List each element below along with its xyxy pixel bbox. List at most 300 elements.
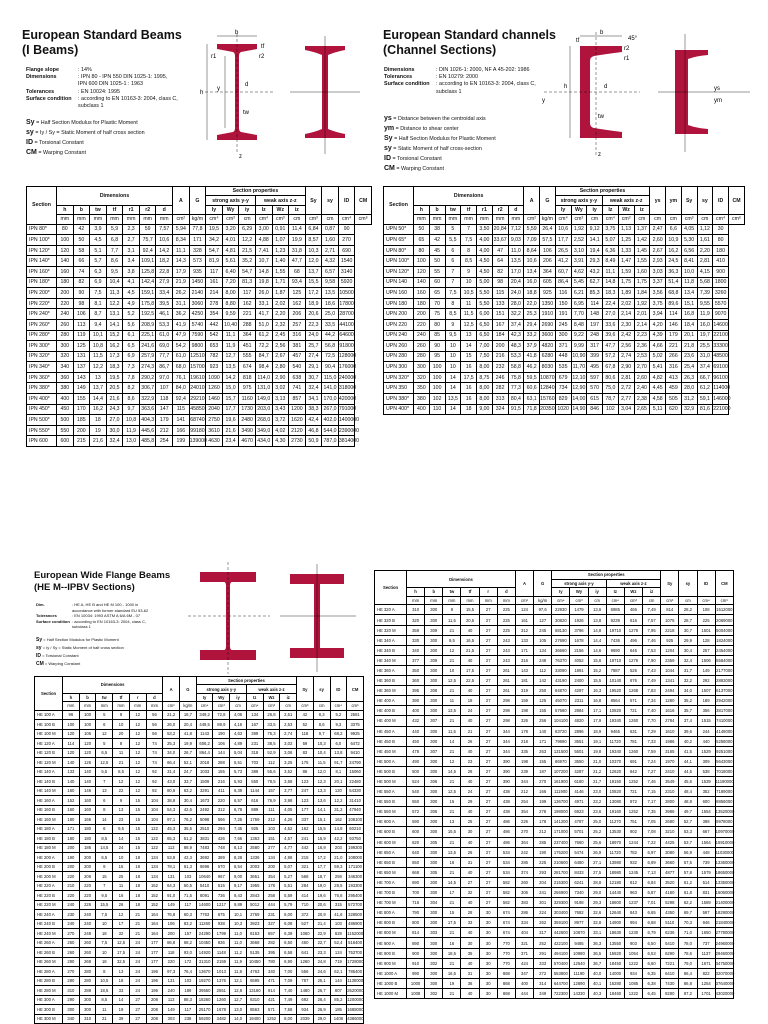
table-cell: 27,5 <box>588 867 606 877</box>
table-row <box>375 867 734 877</box>
table-cell: 27 <box>129 1014 146 1024</box>
table-cell: 100 <box>429 383 445 394</box>
table-cell: 32,6 <box>588 908 606 918</box>
table-cell: 16 <box>461 362 477 373</box>
table-cell: 31,0 <box>697 351 713 362</box>
table-cell: 2520000 <box>347 986 364 996</box>
table-cell: 303 <box>163 1014 180 1024</box>
table-cell: 371 <box>555 341 571 352</box>
table-cell: 4350 <box>661 908 679 918</box>
ibeam-section-diagram <box>195 28 365 163</box>
unit-header: cm <box>289 215 306 224</box>
table-cell: 35,7 <box>679 706 697 716</box>
table-cell: 62,2 <box>679 898 697 908</box>
table-cell: 225 <box>697 615 715 625</box>
table-cell: 2,80 <box>272 362 289 373</box>
table-cell: 4,32 <box>322 256 339 267</box>
table-cell: 371 <box>515 948 533 958</box>
table-cell: 220 <box>163 957 180 967</box>
table-cell: 294 <box>213 824 230 834</box>
table-cell: 29,1 <box>305 362 322 373</box>
table-cell: 27 <box>479 655 497 665</box>
table-cell: 7887 <box>606 665 624 675</box>
unit-header: mm <box>129 702 146 710</box>
table-cell: 1480 <box>297 986 314 996</box>
table-cell: 8977 <box>570 918 588 928</box>
table-cell: 3551 <box>570 736 588 746</box>
table-cell: 21400000 <box>715 898 733 908</box>
table-cell: 2494 <box>661 686 679 696</box>
table-cell: 21 <box>443 958 461 968</box>
table-row <box>375 827 734 837</box>
table-row <box>35 815 364 825</box>
table-cell: 179 <box>666 330 682 341</box>
table-cell: 21,6 <box>90 436 107 447</box>
table-cell: 27 <box>479 615 497 625</box>
table-cell: 66 <box>73 256 90 267</box>
table-cell: 3651 <box>246 872 263 882</box>
table-cell: 18,4 <box>681 319 697 330</box>
table-cell: 6,90 <box>280 957 297 967</box>
table-cell: 12,5 <box>113 938 130 948</box>
table-cell: 398 <box>697 817 715 827</box>
table-cell: 692 <box>297 995 314 1005</box>
table-cell: 1204 <box>661 645 679 655</box>
section-name-cell: HE 240 B <box>35 919 63 929</box>
table-cell: 13,5 <box>322 288 339 299</box>
table-cell: 33,7 <box>180 777 197 787</box>
table-row <box>384 288 745 299</box>
table-cell: 166 <box>79 815 96 825</box>
table-cell: 62,1 <box>330 967 347 977</box>
column-header: G <box>540 187 556 215</box>
table-cell: 270 <box>534 776 552 786</box>
table-cell: 68130 <box>552 625 570 635</box>
table-cell: 16,8 <box>681 309 697 320</box>
table-cell: 6410 <box>661 968 679 978</box>
table-cell: 24,0 <box>508 288 524 299</box>
table-cell: 300 <box>425 948 443 958</box>
dim-label: ys <box>714 86 720 92</box>
table-cell: 22,8 <box>156 266 173 277</box>
legend-text: = Half Section Modulus for Plastic Moment <box>43 637 119 642</box>
table-cell: 18800 <box>606 898 624 908</box>
table-cell: 4,98 <box>280 853 297 863</box>
table-cell: 11260 <box>196 919 213 929</box>
column-header: Iy <box>196 693 213 701</box>
table-cell: 254 <box>156 436 173 447</box>
table-cell: 46,8 <box>305 425 322 436</box>
table-cell: 572 <box>407 807 425 817</box>
table-cell: 15,7 <box>222 394 239 405</box>
section-name-cell: HE 400 A <box>375 696 407 706</box>
legend-symbol: CM <box>36 661 44 667</box>
table-cell: 334 <box>515 918 533 928</box>
table-cell: 240 <box>163 986 180 996</box>
table-cell: 4146 <box>570 787 588 797</box>
table-cell: 14,8 <box>603 277 619 288</box>
table-cell: 24290 <box>196 929 213 939</box>
table-cell: 15700 <box>189 362 206 373</box>
table-cell: 42 <box>429 235 445 246</box>
table-cell: 14900 <box>606 918 624 928</box>
table-row <box>375 706 734 716</box>
table-cell: 113 <box>73 319 90 330</box>
table-cell: 212 <box>156 425 173 436</box>
table-cell: 199300 <box>347 843 364 853</box>
table-cell: 3260 <box>713 288 729 299</box>
table-cell: 314 <box>534 978 552 988</box>
ibeam-meta-key: Dimensions <box>26 74 57 81</box>
table-cell: 9,00 <box>477 404 493 415</box>
table-cell: 12 <box>129 767 146 777</box>
table-cell: 12540 <box>570 958 588 968</box>
table-cell: 3165 <box>661 746 679 756</box>
table-cell: 24 <box>129 986 146 996</box>
table-cell: 364 <box>515 837 533 847</box>
table-cell: 17,5 <box>443 918 461 928</box>
table-cell: 164 <box>146 910 163 920</box>
table-cell: 6,08 <box>280 919 297 929</box>
column-header: d <box>156 205 173 214</box>
table-cell: 89,6 <box>666 298 682 309</box>
table-cell: 180 <box>63 834 80 844</box>
table-cell: 515 <box>213 881 230 891</box>
section-name-cell: HE 600 A <box>375 817 407 827</box>
table-cell: 27780000 <box>715 928 733 938</box>
table-cell: 6,3 <box>90 266 107 277</box>
section-name-cell: HE 120 B <box>35 748 63 758</box>
table-cell: 1910 <box>540 309 556 320</box>
table-cell: 9465 <box>606 726 624 736</box>
table-cell: 4,02 <box>272 425 289 436</box>
table-row <box>384 266 745 277</box>
table-cell: 32,4 <box>106 436 123 447</box>
table-cell: 21 <box>443 837 461 847</box>
table-cell: 30 <box>479 978 497 988</box>
table-cell: 2,20 <box>697 245 713 256</box>
table-cell: 64,3 <box>163 881 180 891</box>
table-cell: 175200 <box>552 847 570 857</box>
table-cell: 2177000 <box>715 665 733 675</box>
table-cell: 8,5 <box>96 834 113 844</box>
table-cell: 13,8 <box>330 748 347 758</box>
table-cell: 48500 <box>713 351 729 362</box>
table-cell: 140 <box>414 277 430 288</box>
table-cell: 250 <box>534 686 552 696</box>
table-cell: 310 <box>407 605 425 615</box>
table-cell: 540 <box>407 787 425 797</box>
table-cell: 9,22 <box>571 330 587 341</box>
table-cell: 160 <box>63 805 80 815</box>
table-cell: 40 <box>461 867 479 877</box>
table-cell: 92 <box>146 786 163 796</box>
strong-axis-header: strong axis y-y <box>555 196 602 205</box>
table-cell: 77,7 <box>156 351 173 362</box>
section-header: Section <box>35 677 63 711</box>
section-name-cell: IPN 80* <box>27 224 57 235</box>
table-cell: 256900 <box>552 888 570 898</box>
table-cell: 15760 <box>540 394 556 405</box>
table-cell: 8564 <box>606 696 624 706</box>
table-cell: 172 <box>180 957 197 967</box>
table-cell: 344 <box>515 776 533 786</box>
table-cell: 19270 <box>196 976 213 986</box>
table-cell: 17,2 <box>313 853 330 863</box>
table-cell: 328500 <box>347 910 364 920</box>
legend-symbol: ID <box>36 653 41 659</box>
unit-header: cm⁶ <box>729 215 745 224</box>
table-cell: 445,6 <box>139 425 156 436</box>
unit-header: cm³ <box>297 702 314 710</box>
table-cell: 7590 <box>189 330 206 341</box>
table-cell: 675 <box>213 910 230 920</box>
table-cell: 413 <box>666 372 682 383</box>
table-cell: 17,1 <box>588 706 606 716</box>
unit-header: mm <box>492 215 508 224</box>
table-cell: 280 <box>79 967 96 977</box>
table-cell: 43190 <box>552 676 570 686</box>
table-row <box>375 736 734 746</box>
table-cell: 16 <box>461 394 477 405</box>
table-cell: 24790 <box>347 758 364 768</box>
table-cell: 51,2 <box>180 834 197 844</box>
table-cell: 2800 <box>661 797 679 807</box>
table-cell: 10 <box>113 720 130 730</box>
table-cell: 86,7 <box>156 362 173 373</box>
table-cell: 1955 <box>246 881 263 891</box>
table-cell: 116 <box>555 288 571 299</box>
section-name-cell: UPN 180 <box>384 298 414 309</box>
table-cell: 7,13 <box>643 867 661 877</box>
heb-title <box>34 570 170 594</box>
section-name-cell: UPN 140 <box>384 277 414 288</box>
table-cell: 20,6 <box>305 309 322 320</box>
table-cell: 141,0 <box>322 383 339 394</box>
table-cell: 32070000 <box>715 968 733 978</box>
table-cell: 2769 <box>246 910 263 920</box>
table-cell: 5643000 <box>715 756 733 766</box>
table-cell: 13,5 <box>508 256 524 267</box>
table-cell: 9,7 <box>123 404 140 415</box>
table-row <box>35 995 364 1005</box>
column-header: d <box>146 693 163 701</box>
table-cell: 119 <box>73 330 90 341</box>
table-cell: 11270 <box>606 817 624 827</box>
table-cell: 40,2 <box>679 736 697 746</box>
table-cell: 32,2 <box>679 676 697 686</box>
table-cell: 305 <box>425 837 443 847</box>
table-cell: 155 <box>534 756 552 766</box>
table-cell: 426 <box>213 834 230 844</box>
table-cell: 220 <box>79 891 96 901</box>
section-name-cell: HE 500 B <box>375 766 407 776</box>
column-header: ID <box>697 571 715 597</box>
section-properties-header: Section properties <box>196 677 296 685</box>
table-cell: 2159 <box>213 957 230 967</box>
table-cell: 52,1 <box>180 758 197 768</box>
table-cell: 4820 <box>540 341 556 352</box>
table-cell: 40 <box>461 928 479 938</box>
table-cell: 27 <box>479 837 497 847</box>
table-cell: 4,50 <box>477 256 493 267</box>
table-cell: 410 <box>713 256 729 267</box>
table-cell: 240 <box>414 330 430 341</box>
section-name-cell: IPN 220* <box>27 298 57 309</box>
table-cell: 306 <box>425 776 443 786</box>
table-cell: 340 <box>263 967 280 977</box>
table-row <box>35 777 364 787</box>
table-row <box>375 635 734 645</box>
table-cell: 5,2 <box>330 710 347 720</box>
table-cell: 192,5 <box>139 309 156 320</box>
table-row <box>27 341 372 352</box>
table-cell: 300 <box>425 908 443 918</box>
table-cell: 19,6 <box>313 891 330 901</box>
table-cell: 5696 <box>196 862 213 872</box>
table-cell: 5,51 <box>230 758 247 768</box>
column-header: iz <box>634 205 650 214</box>
table-cell: 162 <box>330 815 347 825</box>
table-cell: 2,90 <box>272 372 289 383</box>
section-name-cell: UPN 160 <box>384 288 414 299</box>
section-name-cell: UPN 120* <box>384 266 414 277</box>
table-cell: 15 <box>129 834 146 844</box>
table-cell: 344 <box>497 736 515 746</box>
table-cell: 18,9 <box>305 298 322 309</box>
table-cell: 10,6 <box>555 224 571 235</box>
table-cell: 399 <box>246 729 263 739</box>
column-header: tw <box>443 588 461 597</box>
table-cell: 320 <box>57 351 74 362</box>
table-cell: 30 <box>461 827 479 837</box>
table-cell: 9800 <box>189 341 206 352</box>
table-cell: 836 <box>213 938 230 948</box>
table-cell: 3490 <box>239 425 256 436</box>
table-cell: 328 <box>189 245 206 256</box>
table-cell: 63720 <box>552 726 570 736</box>
table-cell: 542 <box>206 330 223 341</box>
table-cell: 13160 <box>246 986 263 996</box>
table-cell: 478 <box>407 746 425 756</box>
table-cell: 18,2 <box>156 256 173 267</box>
table-cell: 215 <box>297 853 314 863</box>
column-header: Wy <box>571 205 587 214</box>
column-header: Sy <box>297 677 314 702</box>
table-cell: 300 <box>425 938 443 948</box>
table-cell: 1,25 <box>618 235 634 246</box>
table-cell: 2140 <box>189 288 206 299</box>
table-cell: 60 <box>429 277 445 288</box>
table-cell: 72,8 <box>213 710 230 720</box>
table-cell: 3375 <box>347 720 364 730</box>
table-cell: 180 <box>414 298 430 309</box>
table-cell: 312 <box>515 625 533 635</box>
table-cell: 11190 <box>570 968 588 978</box>
table-cell: 8,1 <box>90 298 107 309</box>
section-name-cell: HE 500 A <box>375 756 407 766</box>
table-cell: 11,5 <box>443 726 461 736</box>
table-cell: 442600 <box>552 928 570 938</box>
table-cell: 315 <box>330 900 347 910</box>
table-cell: 7,40 <box>280 986 297 996</box>
table-cell: 910 <box>407 958 425 968</box>
table-cell: 212 <box>515 787 533 797</box>
table-cell: 35,2 <box>679 696 697 706</box>
table-cell: 4787 <box>570 817 588 827</box>
table-cell: 11,9 <box>697 309 713 320</box>
table-cell: 30 <box>479 908 497 918</box>
table-cell: 248 <box>534 655 552 665</box>
table-cell: 298 <box>497 706 515 716</box>
section-name-cell: HE 700 M <box>375 898 407 908</box>
table-cell: 19,8 <box>588 746 606 756</box>
table-cell: 526 <box>624 665 642 675</box>
column-header: iy <box>230 693 247 701</box>
table-cell: 16,7 <box>180 710 197 720</box>
table-cell: 11,3 <box>106 288 123 299</box>
table-cell: 8 <box>445 298 461 309</box>
column-header: b <box>429 205 445 214</box>
table-cell: 15 <box>129 796 146 806</box>
table-cell: 149 <box>697 665 715 675</box>
table-cell: 4,52 <box>280 824 297 834</box>
table-cell: 2,23 <box>634 330 650 341</box>
ibeam-legend <box>26 118 145 158</box>
column-header: sy <box>322 187 339 215</box>
table-cell: 5,02 <box>650 351 666 362</box>
table-cell: 180 <box>79 834 96 844</box>
table-cell: 350 <box>407 665 425 675</box>
table-cell: 3520 <box>661 877 679 887</box>
table-cell: 2,71 <box>322 245 339 256</box>
unit-header: cm³ <box>570 596 588 605</box>
table-cell: 30 <box>479 948 497 958</box>
table-cell: 14,5 <box>96 843 113 853</box>
table-cell: 42,3 <box>508 330 524 341</box>
unit-header: mm <box>425 596 443 605</box>
table-cell: 7018000 <box>715 766 733 776</box>
table-cell: 45 <box>429 245 445 256</box>
table-cell: 99180 <box>189 425 206 436</box>
table-cell: 1363 <box>246 834 263 844</box>
table-cell: 17,3 <box>106 351 123 362</box>
table-cell: 2551 <box>213 986 230 996</box>
unit-header: cm⁴ <box>196 702 213 710</box>
table-cell: 4,05 <box>681 224 697 235</box>
column-header: sy <box>313 677 330 702</box>
table-cell: 300 <box>79 1005 96 1015</box>
table-cell: 10970000 <box>715 827 733 837</box>
unit-header: cm⁴ <box>555 215 571 224</box>
table-cell: 432 <box>407 716 425 726</box>
table-cell: 600 <box>57 436 74 447</box>
table-cell: 7,08 <box>643 827 661 837</box>
table-row <box>384 330 745 341</box>
section-name-cell: HE 600 M <box>375 837 407 847</box>
table-cell: 3,25 <box>280 758 297 768</box>
table-cell: 27 <box>479 797 497 807</box>
table-cell: 340 <box>63 1014 80 1024</box>
table-cell: 167 <box>492 319 508 330</box>
table-row <box>384 383 745 394</box>
unit-header: cm <box>313 702 330 710</box>
table-cell: 286 <box>515 857 533 867</box>
table-cell: 1148 <box>213 948 230 958</box>
section-name-cell: HE 340 B <box>375 645 407 655</box>
table-cell: 4763 <box>246 967 263 977</box>
table-cell: 12840 <box>540 383 556 394</box>
